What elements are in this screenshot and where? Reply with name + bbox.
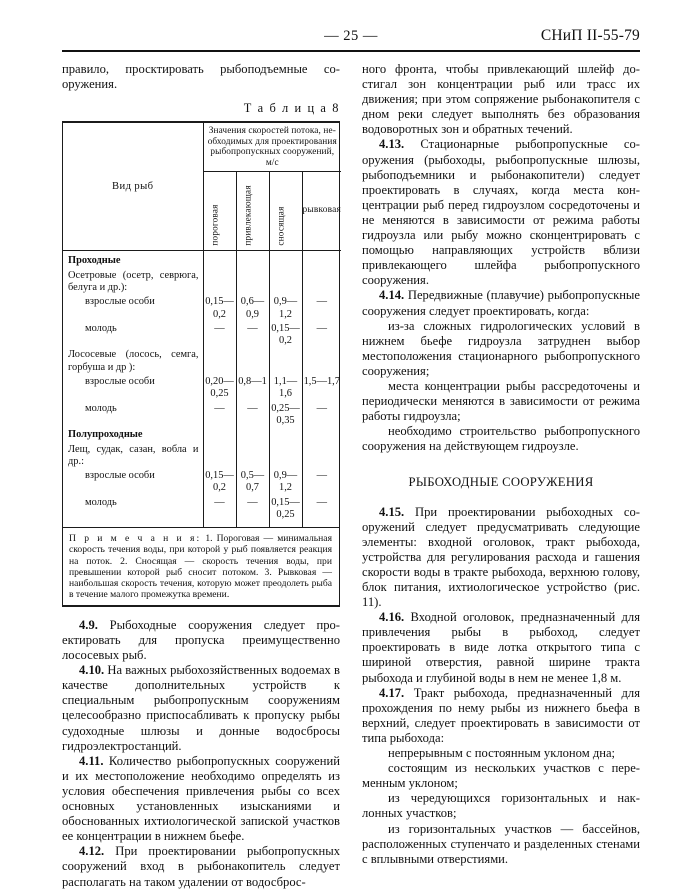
paragraph-4-13 (362, 137, 640, 288)
table-cell-velocity (236, 254, 269, 268)
right-intro-paragraph: ного фронта, чтобы привлекающий шлейф достигал зон концентрации рыб или трасс их движения; при этом сопряжение рыбонакопителя с дном реки следует выполнять без образования водоворотных зон и обратных течений. (362, 62, 640, 137)
table-notes-label: П р и м е ч а н и я: (69, 533, 202, 545)
table-cell-velocity (269, 269, 302, 296)
paragraph-4-9-text: Рыбоходные сооружения следует проектировать для пропуска преимущественно лососевых рыб. (62, 617, 340, 663)
bullet-4-17-1: непрерывным с постоянным уклоном дна; (388, 746, 616, 761)
table-cell-velocity (236, 443, 269, 470)
table-cell-velocity (203, 443, 236, 470)
table-notes (63, 527, 339, 605)
table-cell-velocity: 0,15— 0,2 (203, 295, 236, 322)
header-cell-species: Вид рыб (112, 180, 154, 192)
paragraph-4-12-text: При проектировании рыбопропускных сооружений вход в рыбонакопитель следует располагать на таком удалении от водосброс- (62, 844, 340, 889)
table-cell-velocity: — (236, 402, 269, 429)
table-cell-species: взрослые особи (85, 376, 155, 388)
table-cell-velocity: 0,6— 0,9 (236, 295, 269, 322)
table-row (63, 348, 341, 375)
table-cell-species: молодь (85, 402, 117, 414)
paragraph-4-11 (62, 754, 340, 845)
table-cell-velocity: — (302, 496, 341, 523)
table-cell-velocity (302, 428, 341, 442)
table-row (63, 322, 341, 349)
paragraph-4-12-number: 4.12. (79, 844, 105, 859)
table-cell-velocity: 0,25— 0,35 (269, 402, 302, 429)
table-cell-velocity: — (302, 295, 341, 322)
table-cell-velocity: 0,20— 0,25 (203, 375, 236, 402)
table-row (63, 269, 341, 296)
left-intro-paragraph: правило, просктировать рыбоподъемные сооружения. (62, 62, 340, 92)
table-cell-velocity: — (203, 402, 236, 429)
table-cell-velocity: — (236, 496, 269, 523)
table-cell-velocity: 0,8—1 (236, 375, 269, 402)
table-cell-velocity: 1,1— 1,6 (269, 375, 302, 402)
table-row (63, 443, 341, 470)
table-cell-velocity: 1,5—1,7 (302, 375, 341, 402)
table-cell-velocity: 0,15— 0,25 (269, 496, 302, 523)
paragraph-4-10 (62, 663, 340, 754)
table-cell-velocity (203, 254, 236, 268)
section-heading-fishways: РЫБОХОДНЫЕ СООРУЖЕНИЯ (408, 475, 594, 490)
paragraph-4-15 (362, 505, 640, 611)
table-cell-velocity: — (203, 322, 236, 349)
table-cell-species: молодь (85, 496, 117, 508)
left-column (62, 62, 340, 890)
header-cell-burst-velocity: рывковая (302, 171, 341, 250)
table-cell-velocity (269, 348, 302, 375)
table-cell-velocity (269, 443, 302, 470)
table-header-row-1 (63, 123, 341, 171)
table-cell-velocity: 0,15— 0,2 (269, 322, 302, 349)
table-cell-velocity: — (302, 469, 341, 496)
table-row (63, 469, 341, 496)
paragraph-4-14 (362, 288, 640, 318)
table-cell-velocity: 0,9— 1,2 (269, 295, 302, 322)
paragraph-4-17 (362, 686, 640, 746)
header-cell-velocity-group: Значения скоростей потока, необходимых для проектирования рыбопропускных сооружений, м/с (203, 123, 341, 171)
table-cell-velocity (203, 428, 236, 442)
left-paragraph-list (62, 618, 340, 890)
paragraph-4-9-number: 4.9. (79, 617, 98, 632)
paragraph-4-13-text: Стационарные рыбопропускные сооружения (рыбоходы, рыбопропускные шлюзы, рыбоподъемники и рыбонакопители) следует проектировать в случаях, когда места концентрации рыб перед гидроузлом сосредоточены и не меняются в зависимости от режима работы гидроузла или рыбу можно сконцентрировать с помощью направляющих устройств вблизи привлекающего шлейфа рыбопропускного сооружения. (362, 137, 640, 288)
paragraph-4-11-number: 4.11. (79, 753, 104, 768)
bullet-4-14-3: необходимо строительство рыбопропускного сооружения на действующем гидроузле. (362, 424, 640, 454)
header-cell-threshold-velocity: пороговая (203, 171, 236, 250)
table-row (63, 402, 341, 429)
paragraph-4-12 (62, 844, 340, 889)
paragraph-4-13-number: 4.13. (379, 137, 405, 152)
document-standard-id: СНиП II-55-79 (540, 27, 640, 44)
table-body (63, 250, 341, 527)
paragraph-4-9 (62, 618, 340, 663)
table-row (63, 428, 341, 442)
paragraph-4-15-text: При проектировании рыбоходных сооружений следует предусматривать следующие элементы: входной оголовок, тракт рыбохода, устройства для регулирования расхода и гашения скорости воды в тракте рыбохода, верхнюю голову, блок питания, ихтиологическое устройство (рис. 11). (362, 504, 640, 610)
paragraph-4-14-text: Передвижные (плавучие) рыбопропускные сооружения следует проектировать, когда: (362, 288, 640, 318)
table-cell-species: Полупроходные (68, 429, 143, 441)
table-cell-velocity (302, 443, 341, 470)
paragraph-4-16-text: Входной оголовок, предназначенный для привлечения рыбы в рыбоход, следует проектировать в виде лотка открытого типа с шириной отверстия, равной ширине тракта рыбохода и глубиной воды в нем не менее 1,8 м. (362, 610, 641, 685)
header-rule (62, 50, 640, 52)
header-cell-attracting-velocity: привлекающая (236, 171, 269, 250)
table-cell-velocity (236, 348, 269, 375)
table-cell-species: взрослые особи (85, 296, 155, 308)
table-cell-velocity (236, 269, 269, 296)
header-cell-drifting-velocity: сносящая (269, 171, 302, 250)
table-notes-text: 1. Пороговая — минимальная скорость течения воды, при которой у рыб появляется реакция на поток. 2. Сносящая — скорость течения воды, при превышении которой рыб сносит потоком. 3. Рывковая — наибольшая скорость течения, которую может преодолеть рыба в течение малого промежутка времени. (69, 533, 332, 600)
paragraph-4-17-number: 4.17. (379, 685, 405, 700)
table-cell-species: Лещ, судак, сазан, вобла и др.: (68, 443, 199, 467)
table-cell-velocity: — (203, 496, 236, 523)
table-cell-species: Лососевые (лосось, семга, горбуша и др ): (68, 349, 199, 373)
table-cell-species: Проходные (68, 255, 121, 267)
bullet-4-17-3: из чередующихся горизонтальных и наклонных участков; (362, 791, 640, 821)
paragraph-4-16 (362, 610, 640, 685)
page-number: — 25 — (324, 28, 378, 44)
table-cell-species: взрослые особи (85, 470, 155, 482)
paragraph-4-15-number: 4.15. (379, 504, 405, 519)
bullet-4-14-1: из-за сложных гидрологических условий в нижнем бьефе гидроузла затруднен выбор местоположения стационарного рыбопропускного сооружения; (362, 318, 640, 378)
table-caption: Т а б л и ц а 8 (243, 101, 340, 116)
table-cell-velocity: — (302, 322, 341, 349)
table-cell-velocity (269, 428, 302, 442)
table-cell-velocity (203, 348, 236, 375)
table-cell-velocity (236, 428, 269, 442)
table-cell-velocity: 0,15— 0,2 (203, 469, 236, 496)
bullet-4-14-2: места концентрации рыбы рассредоточены и периодически меняются в зависимости от режима работы гидроузла; (362, 378, 640, 424)
table-row (63, 295, 341, 322)
table-row (63, 254, 341, 268)
table-cell-velocity (302, 269, 341, 296)
bullet-4-17-2: состоящим из нескольких участков с переменным уклоном; (362, 761, 640, 791)
table-cell-velocity: 0,9— 1,2 (269, 469, 302, 496)
right-column (362, 62, 640, 867)
table-cell-species: Осетровые (осетр, севрюга, белуга и др.): (68, 269, 199, 293)
table-cell-velocity (269, 254, 302, 268)
table-row (63, 375, 341, 402)
table-row (63, 496, 341, 523)
table-8 (62, 121, 340, 607)
table-cell-velocity: — (236, 322, 269, 349)
paragraph-4-10-number: 4.10. (79, 663, 105, 678)
paragraph-4-11-text: Количество рыбопропускных сооружений и их местоположение необходимо определять из условия обеспечения привлечения рыбы со всех основных установленных изысканиями и обоснованных ихтиологической запиской участков ее концентрации в нижнем бьефе. (62, 753, 340, 844)
paragraph-4-14-number: 4.14. (379, 288, 405, 303)
paragraph-4-10-text: На важных рыбохозяйственных водоемах в качестве дополнительных устройств к специальным рыбопропускным сооружениям целесообразно приспосабливать к пропуску рыбы судоходные шлюзы и донные водосбросы гидроэлектростанций. (62, 663, 340, 753)
paragraph-4-17-text: Тракт рыбохода, предназначенный для прохождения по нему рыбы из нижнего бьефа в верхний, следует проектировать в зависимости от типа рыбохода: (362, 685, 640, 745)
table-cell-velocity: — (302, 402, 341, 429)
table-cell-velocity (302, 348, 341, 375)
table-cell-velocity (302, 254, 341, 268)
table-cell-velocity: 0,5— 0,7 (236, 469, 269, 496)
table-cell-species: молодь (85, 322, 117, 334)
table-cell-velocity (203, 269, 236, 296)
paragraph-4-16-number: 4.16. (379, 610, 405, 625)
bullet-4-17-4: из горизонтальных участков — бассейнов, расположенных ступенчато и разделенных стенами с вплывными отверстиями. (362, 821, 640, 866)
